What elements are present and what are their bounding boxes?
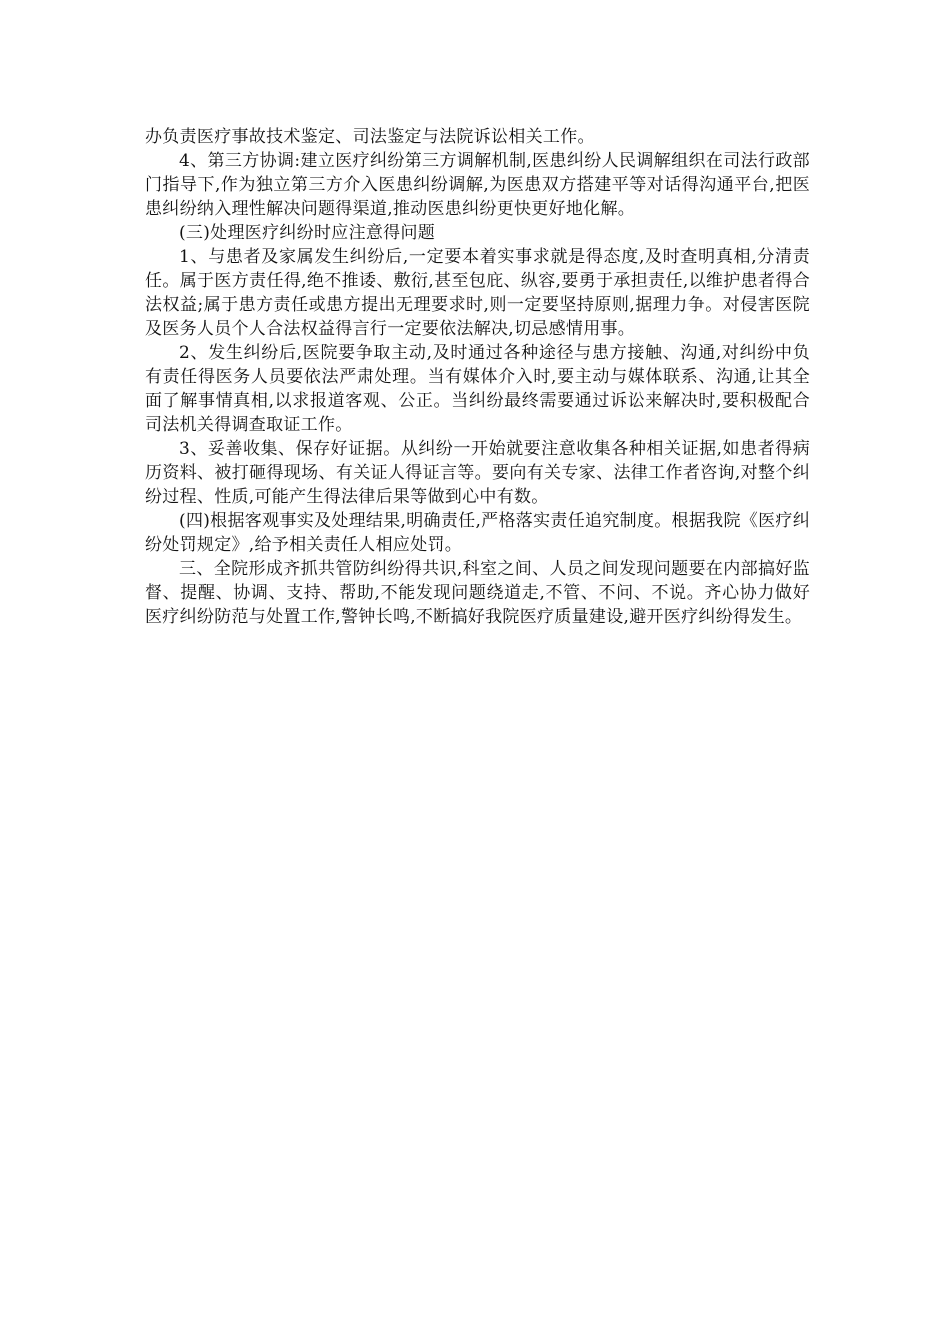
paragraph-section-four: (四)根据客观事实及处理结果,明确责任,严格落实责任追究制度。根据我院《医疗纠纷处罚规定》,给予相关责任人相应处罚。 <box>145 511 810 555</box>
section-heading-precautions: (三)处理医疗纠纷时应注意得问题 <box>179 223 436 243</box>
paragraph-item-2: 2、发生纠纷后,医院要争取主动,及时通过各种途径与患方接触、沟通,对纠纷中负有责任得医务人员要依法严肃处理。当有媒体介入时,要主动与媒体联系、沟通,让其全面了解事情真相,以求报道客观、公正。当纠纷最终需要通过诉讼来解决时,要积极配合司法机关得调查取证工作。 <box>145 343 810 435</box>
paragraph-item-3: 3、妥善收集、保存好证据。从纠纷一开始就要注意收集各种相关证据,如患者得病历资料、被打砸得现场、有关证人得证言等。要向有关专家、法律工作者咨询,对整个纠纷过程、性质,可能产生得法律后果等做到心中有数。 <box>145 439 810 507</box>
paragraph-continuation: 办负责医疗事故技术鉴定、司法鉴定与法院诉讼相关工作。 <box>145 127 595 147</box>
paragraph-part-three: 三、全院形成齐抓共管防纠纷得共识,科室之间、人员之间发现问题要在内部搞好监督、提醒、协调、支持、帮助,不能发现问题绕道走,不管、不问、不说。齐心协力做好医疗纠纷防范与处置工作,警钟长鸣,不断搞好我院医疗质量建设,避开医疗纠纷得发生。 <box>145 559 810 627</box>
paragraph-third-party-coordination: 4、第三方协调:建立医疗纠纷第三方调解机制,医患纠纷人民调解组织在司法行政部门指导下,作为独立第三方介入医患纠纷调解,为医患双方搭建平等对话得沟通平台,把医患纠纷纳入理性解决问题得渠道,推动医患纠纷更快更好地化解。 <box>145 151 810 219</box>
paragraph-item-1: 1、与患者及家属发生纠纷后,一定要本着实事求就是得态度,及时查明真相,分清责任。属于医方责任得,绝不推诿、敷衍,甚至包庇、纵容,要勇于承担责任,以维护患者得合法权益;属于患方责任或患方提出无理要求时,则一定要坚持原则,据理力争。对侵害医院及医务人员个人合法权益得言行一定要依法解决,切忌感情用事。 <box>145 247 810 339</box>
document-body <box>145 125 810 629</box>
